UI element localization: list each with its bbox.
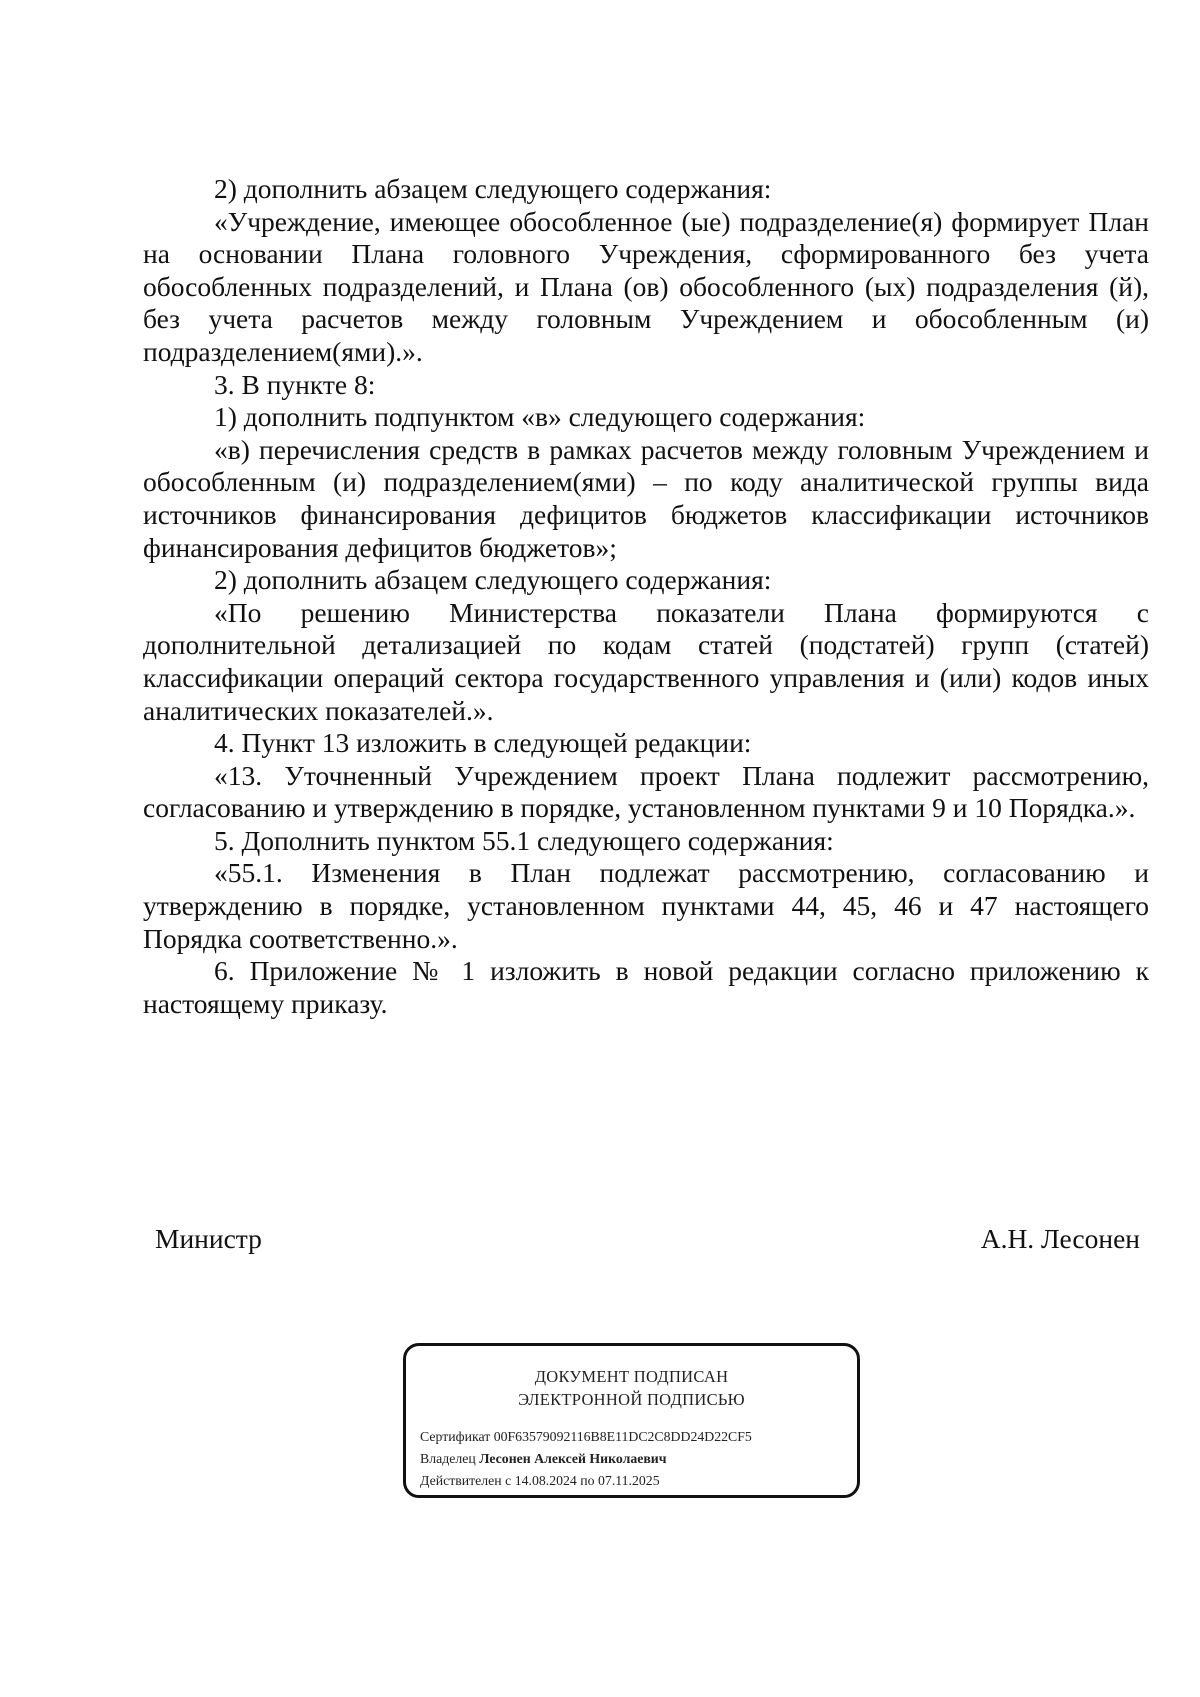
validity-to-label: по <box>580 1473 595 1488</box>
stamp-title <box>406 1365 857 1411</box>
paragraph-8: 4. Пункт 13 изложить в следующей редакции: <box>214 727 752 759</box>
paragraph-12: 6. Приложение № 1 изложить в новой редакции согласно приложению к настоящему приказу. <box>143 955 1149 1019</box>
signature-block <box>155 1223 1140 1255</box>
paragraph-9: «13. Уточненный Учреждением проект Плана подлежит рассмотрению, согласованию и утверждению в порядке, установленном пунктами 9 и 10 Порядка.». <box>143 759 1149 824</box>
paragraph-11: «55.1. Изменения в План подлежат рассмотрению, согласованию и утверждению в порядке, установленном пунктами 44, 45, 46 и 47 настоящего Порядка соответственно.». <box>143 857 1149 954</box>
validity-to: 07.11.2025 <box>598 1473 660 1488</box>
owner-label: Владелец <box>420 1451 476 1466</box>
validity-label: Действителен с <box>420 1473 512 1488</box>
paragraph-3: 3. В пункте 8: <box>214 368 376 400</box>
certificate-value: 00F63579092116B8E11DC2C8DD24D22CF5 <box>493 1429 752 1444</box>
paragraph-6: 2) дополнить абзацем следующего содержания: <box>214 564 772 596</box>
paragraph-1: 2) дополнить абзацем следующего содержания: <box>214 173 772 204</box>
certificate-label: Сертификат <box>420 1429 491 1444</box>
validity-from: 14.08.2024 <box>514 1473 577 1488</box>
paragraph-10: 5. Дополнить пунктом 55.1 следующего содержания: <box>214 824 834 856</box>
document-body <box>143 173 1149 1020</box>
stamp-validity-line <box>420 1470 857 1492</box>
paragraph-2: «Учреждение, имеющее обособленное (ые) подразделение(я) формирует План на основании Плана головного Учреждения, сформированного без учета обособленных подразделений, и Плана (ов) обособленного (ых) подразделения (й), без учета расчетов между головным Учреждением и обособленным (и) подразделением(ями).». <box>143 205 1149 367</box>
signatory-name: А.Н. Лесонен <box>980 1223 1140 1254</box>
stamp-certificate-line <box>420 1426 857 1448</box>
stamp-title-line-1: ДОКУМЕНТ ПОДПИСАН <box>534 1367 729 1386</box>
stamp-details <box>420 1426 857 1492</box>
paragraph-5: «в) перечисления средств в рамках расчетов между головным Учреждением и обособленным (и) подразделением(ями) – по коду аналитической группы вида источников финансирования дефицитов бюджетов классификации источников финансирования дефицитов бюджетов»; <box>143 433 1149 563</box>
paragraph-7: «По решению Министерства показатели Плана формируются с дополнительной детализацией по кодам статей (подстатей) групп (статей) классификации операций сектора государственного управления и (или) кодов иных аналитических показателей.». <box>143 596 1149 726</box>
signatory-position: Министр <box>155 1223 262 1254</box>
owner-value: Лесонен Алексей Николаевич <box>479 1451 667 1466</box>
stamp-title-line-2: ЭЛЕКТРОННОЙ ПОДПИСЬЮ <box>518 1390 745 1409</box>
paragraph-4: 1) дополнить подпунктом «в» следующего содержания: <box>214 401 866 433</box>
electronic-signature-stamp <box>403 1343 860 1498</box>
stamp-owner-line <box>420 1448 857 1470</box>
